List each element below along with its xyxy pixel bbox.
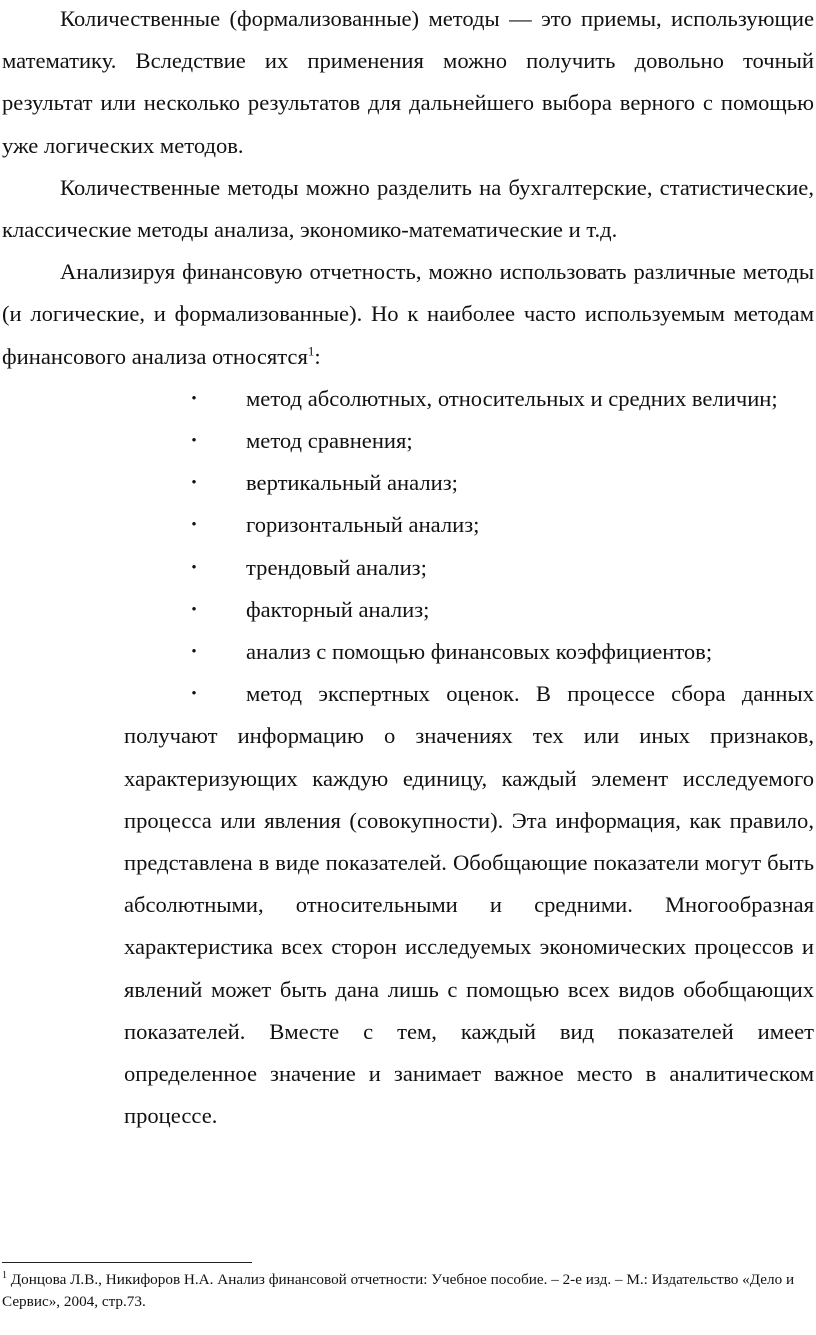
list-item-label: анализ с помощью финансовых коэффициентов; <box>246 639 713 665</box>
list-item <box>2 378 814 420</box>
footnote-marker: 1 <box>2 1269 7 1281</box>
list-item-label: метод абсолютных, относительных и средних величин; <box>246 385 778 411</box>
list-item-label: факторный анализ; <box>246 596 430 622</box>
bullet-icon: • <box>191 559 197 576</box>
list-item <box>2 504 814 546</box>
list-item-label: метод сравнения; <box>246 428 413 454</box>
paragraph-financial-analysis-tail: : <box>314 343 321 369</box>
list-item <box>2 673 814 1137</box>
bullet-icon: • <box>191 433 197 450</box>
bullet-icon: • <box>191 601 197 618</box>
list-item-label: трендовый анализ; <box>246 554 427 580</box>
paragraph-financial-analysis <box>2 251 814 378</box>
list-item <box>2 631 814 673</box>
list-item-label: вертикальный анализ; <box>246 470 458 496</box>
bullet-icon: • <box>191 517 197 534</box>
paragraph-quantitative-methods: Количественные (формализованные) методы — это приемы, использующие математику. Вследствие их применения можно получить довольно точный результат или несколько результатов для дальнейшего выбора верного с помощью уже логических методов. <box>2 6 814 158</box>
footnote <box>2 1269 802 1313</box>
list-item <box>2 547 814 589</box>
methods-list <box>2 378 814 1138</box>
body-text <box>2 0 814 1137</box>
footnote-separator <box>2 1262 252 1263</box>
list-item <box>2 589 814 631</box>
bullet-icon: • <box>191 475 197 492</box>
bullet-icon: • <box>191 644 197 661</box>
list-item-label: метод экспертных оценок. В процессе сбора данных получают информацию о значениях тех или иных признаков, характеризующих каждую единицу, каждый элемент исследуемого процесса или явления (совокупности). Эта информация, как правило, представлена в виде показателей. Обобщающие показатели могут быть абсолютными, относительными и средними. Многообразная характеристика всех сторон исследуемых экономических процессов и явлений может быть дана лишь с помощью всех видов обобщающих показателей. Вместе с тем, каждый вид показателей имеет определенное значение и занимает важное место в аналитическом процессе. <box>124 681 814 1129</box>
list-item <box>2 420 814 462</box>
paragraph-financial-analysis-text: Анализируя финансовую отчетность, можно использовать различные методы (и логические, и формализованные). Но к наиболее часто используемым методам финансового анализа относятся <box>2 259 814 369</box>
footnote-reference: 1 <box>307 343 315 359</box>
footnote-text: Донцова Л.В., Никифоров Н.А. Анализ финансовой отчетности: Учебное пособие. – 2-е изд. – М.: Издательство «Дело и Сервис», 2004, стр.73. <box>2 1271 795 1310</box>
list-item-label: горизонтальный анализ; <box>246 512 480 538</box>
bullet-icon: • <box>191 686 197 703</box>
bullet-icon: • <box>191 390 197 407</box>
list-item <box>2 462 814 504</box>
paragraph-method-types: Количественные методы можно разделить на бухгалтерские, статистические, классические методы анализа, экономико-математические и т.д. <box>2 174 814 243</box>
